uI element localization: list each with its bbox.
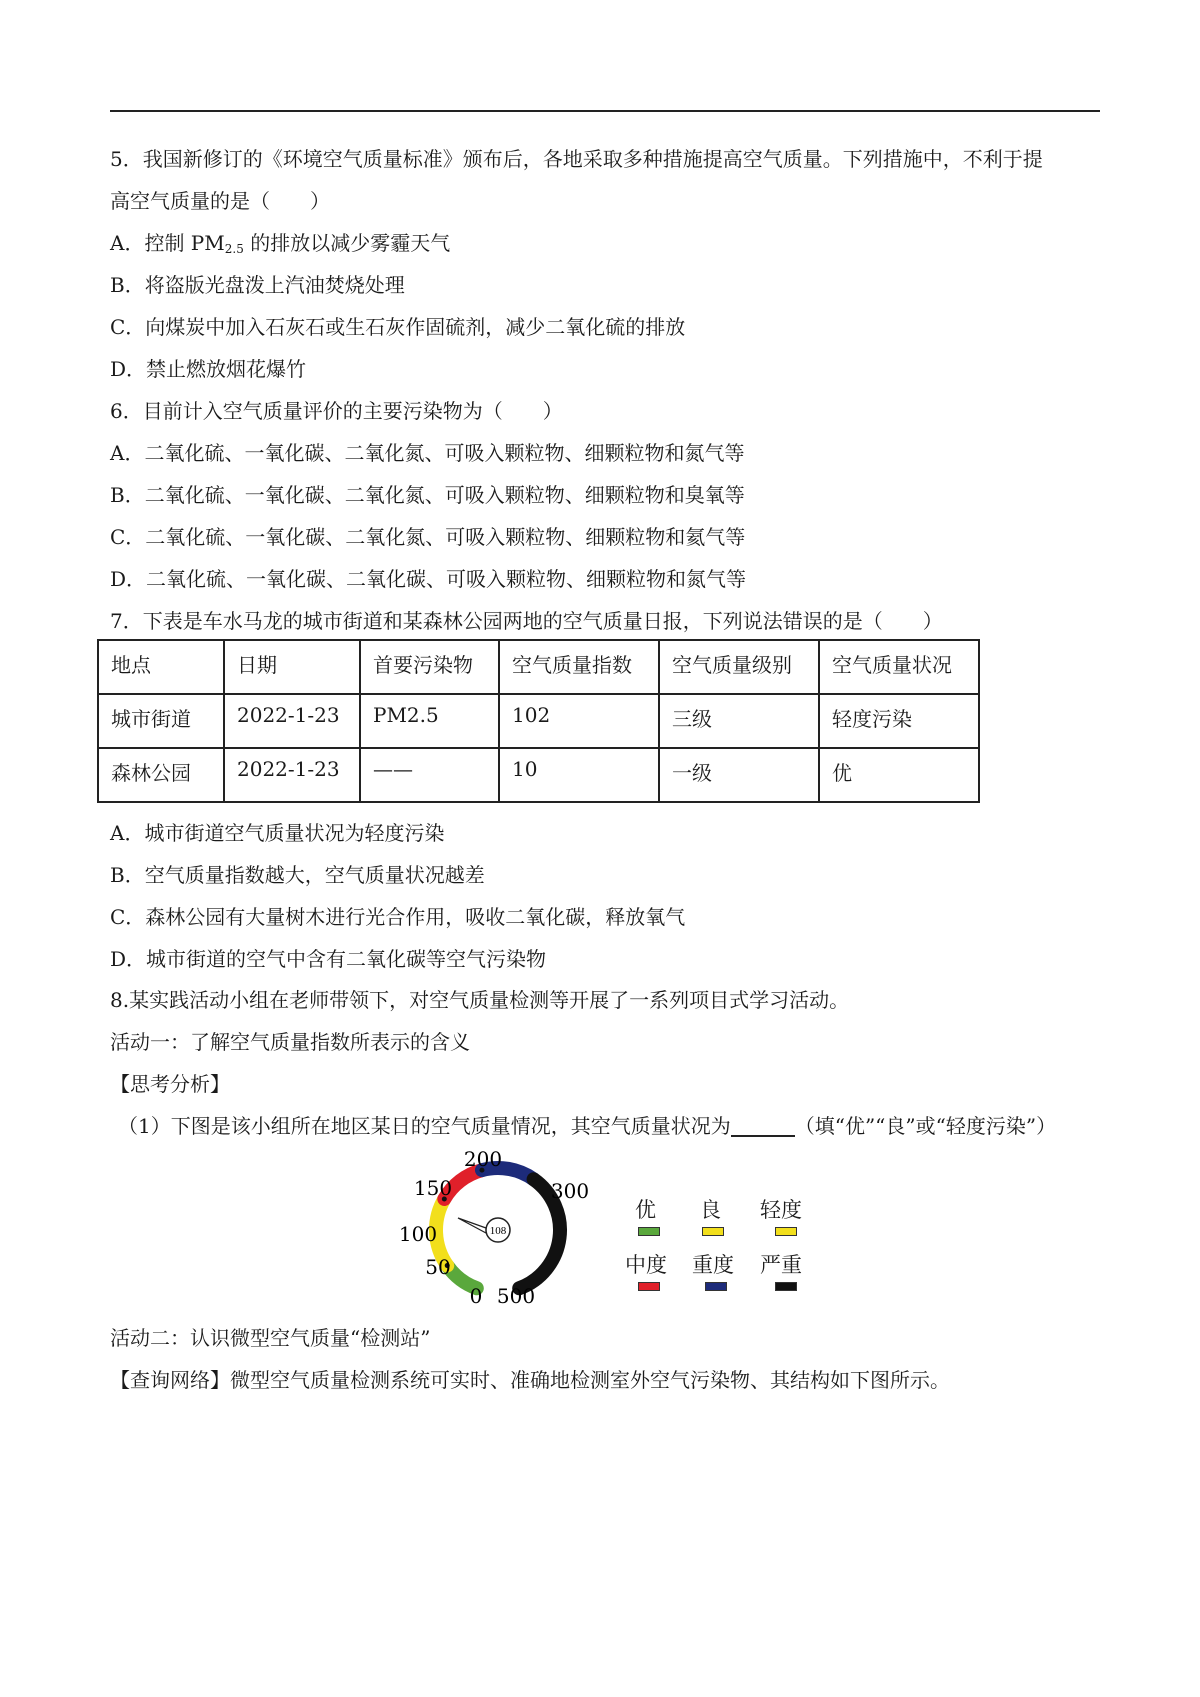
table-cell: ——: [360, 748, 499, 802]
q5-option-a-pre: A．控制 PM: [110, 231, 225, 255]
q7-stem: 7．下表是车水马龙的城市街道和某森林公园两地的空气质量日报，下列说法错误的是（ ）: [110, 609, 943, 633]
table-header-cell: 空气质量级别: [659, 640, 819, 694]
table-cell: 优: [819, 748, 979, 802]
legend-label-good: 良: [700, 1198, 721, 1222]
table-cell: 2022-1-23: [224, 694, 360, 748]
q5-stem-line2: 高空气质量的是（ ）: [110, 189, 330, 213]
gauge-tick-200: 200: [463, 1147, 503, 1171]
q7-option-c: C．森林公园有大量树木进行光合作用，吸收二氧化碳，释放氧气: [110, 905, 686, 929]
gauge-value: 108: [489, 1225, 507, 1237]
q7-option-b: B．空气质量指数越大，空气质量状况越差: [110, 863, 485, 887]
legend-swatch-good: [702, 1227, 724, 1236]
gauge-tick-150: 150: [413, 1176, 453, 1200]
legend-label-excellent: 优: [635, 1198, 656, 1222]
gauge-pointer: [458, 1218, 486, 1233]
table-cell: PM2.5: [360, 694, 499, 748]
q8-subquestion-1: [118, 1112, 1056, 1140]
table-cell: 2022-1-23: [224, 748, 360, 802]
q6-option-d: D．二氧化硫、一氧化碳、二氧化碳、可吸入颗粒物、细颗粒物和氮气等: [110, 567, 747, 591]
q6-option-a: A．二氧化硫、一氧化碳、二氧化氮、可吸入颗粒物、细颗粒物和氮气等: [110, 441, 745, 465]
legend-label-moderate: 中度: [625, 1253, 667, 1277]
legend-swatch-heavy: [705, 1282, 727, 1291]
q6-option-b: B．二氧化硫、一氧化碳、二氧化氮、可吸入颗粒物、细颗粒物和臭氧等: [110, 483, 745, 507]
table-header-cell: 空气质量指数: [499, 640, 659, 694]
q5-option-a-post: 的排放以减少雾霾天气: [243, 231, 451, 255]
q8-stem: 8.某实践活动小组在老师带领下，对空气质量检测等开展了一系列项目式学习活动。: [110, 988, 850, 1012]
table-cell: 102: [499, 694, 659, 748]
table-cell: 三级: [659, 694, 819, 748]
q7-option-a: A．城市街道空气质量状况为轻度污染: [110, 821, 445, 845]
q6-option-c: C．二氧化硫、一氧化碳、二氧化氮、可吸入颗粒物、细颗粒物和氦气等: [110, 525, 746, 549]
table-cell: 一级: [659, 748, 819, 802]
legend-swatch-light: [775, 1227, 797, 1236]
table-header-row: [98, 640, 979, 694]
q8-section-two-heading: 【查询网络】: [110, 1368, 230, 1392]
q8-sub1-text: （1）下图是该小组所在地区某日的空气质量情况，其空气质量状况为: [118, 1114, 731, 1138]
table-header-cell: 地点: [98, 640, 224, 694]
gauge-tick-500: 500: [496, 1284, 536, 1308]
gauge-tick-50: 50: [425, 1255, 451, 1279]
table-cell: 森林公园: [98, 748, 224, 802]
legend-swatch-moderate: [638, 1282, 660, 1291]
q5-option-b: B．将盗版光盘泼上汽油焚烧处理: [110, 273, 405, 297]
q5-option-a-subscript: 2.5: [224, 242, 244, 256]
legend-label-heavy: 重度: [692, 1253, 734, 1277]
q8-sub1-hint: （填“优”“良”或“轻度污染”）: [794, 1114, 1057, 1138]
q5-option-c: C．向煤炭中加入石灰石或生石灰作固硫剂，减少二氧化硫的排放: [110, 315, 686, 339]
q8-section-two: [110, 1366, 950, 1394]
table-header-cell: 日期: [224, 640, 360, 694]
q8-activity-two: 活动二：认识微型空气质量“检测站”: [110, 1326, 431, 1350]
table-row: [98, 748, 979, 802]
q5-stem-line1: 5．我国新修订的《环境空气质量标准》颁布后，各地采取多种措施提高空气质量。下列措施中，不利于提: [110, 147, 1043, 171]
gauge-tick-300: 300: [550, 1179, 590, 1203]
q8-section-heading: 【思考分析】: [110, 1072, 230, 1096]
q5-option-d: D．禁止燃放烟花爆竹: [110, 357, 307, 381]
q8-activity-one: 活动一：了解空气质量指数所表示的含义: [110, 1030, 470, 1054]
aqi-gauge: [398, 1140, 818, 1310]
gauge-needle: [458, 1218, 486, 1233]
gauge-tick-100: 100: [398, 1222, 438, 1246]
table-cell: 10: [499, 748, 659, 802]
table-row: [98, 694, 979, 748]
air-quality-table: [97, 639, 980, 803]
header-rule: [110, 110, 1100, 112]
legend-label-light: 轻度: [760, 1198, 802, 1222]
q7-option-d: D．城市街道的空气中含有二氧化碳等空气污染物: [110, 947, 547, 971]
legend-label-severe: 严重: [760, 1253, 802, 1277]
legend-swatch-severe: [775, 1282, 797, 1291]
table-header-cell: 首要污染物: [360, 640, 499, 694]
q5-option-a: [110, 229, 450, 263]
q6-stem: 6．目前计入空气质量评价的主要污染物为（ ）: [110, 399, 563, 423]
answer-blank: [731, 1113, 795, 1137]
q8-section-two-text: 微型空气质量检测系统可实时、准确地检测室外空气污染物、其结构如下图所示。: [230, 1368, 950, 1392]
table-header-cell: 空气质量状况: [819, 640, 979, 694]
legend-swatch-excellent: [638, 1227, 660, 1236]
gauge-tick-0: 0: [469, 1284, 483, 1308]
table-cell: 城市街道: [98, 694, 224, 748]
table-cell: 轻度污染: [819, 694, 979, 748]
gauge-tick-marker: [531, 1177, 536, 1182]
